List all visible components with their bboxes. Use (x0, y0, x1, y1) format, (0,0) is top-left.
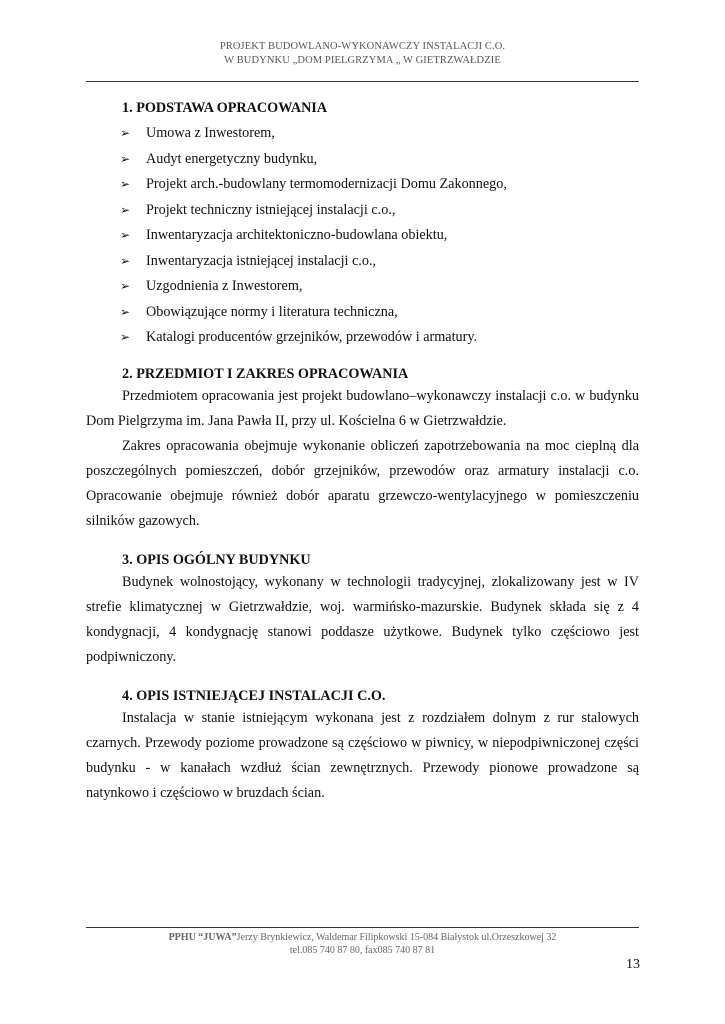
basis-list (86, 121, 639, 351)
list-item: ➢ Umowa z Inwestorem, (86, 121, 639, 147)
arrowhead-bullet-icon: ➢ (120, 177, 131, 191)
arrowhead-bullet-icon: ➢ (120, 126, 131, 140)
section-title: 4. OPIS ISTNIEJĄCEJ INSTALACJI C.O. (122, 687, 386, 704)
list-item: ➢ Inwentaryzacja architektoniczno-budowlana obiektu, (86, 223, 639, 249)
arrowhead-bullet-icon: ➢ (120, 304, 131, 319)
footer-names-address: Jerzy Brynkiewicz, Waldemar Filipkowski 15-084 Białystok ul.Orzeszkowej 32 (236, 932, 557, 943)
arrowhead-bullet-icon: ➢ (120, 279, 131, 293)
section-scope (86, 364, 639, 534)
paragraph: Zakres opracowania obejmuje wykonanie obliczeń zapotrzebowania na moc cieplną dla poszczególnych pomieszczeń, dobór grzejników, przewodów oraz armatury instalacji c.o. Opracowanie obejmuje również dobór aparatu grzewczo-wentylacyjnego w pomieszczeniu silników gazowych. (86, 437, 639, 529)
section-basis (86, 98, 639, 351)
list-item: ➢ Uzgodnienia z Inwestorem, (86, 274, 639, 300)
arrowhead-bullet-icon: ➢ (120, 228, 131, 242)
footer-company: PPHU “JUWA” (168, 932, 237, 943)
page-footer (0, 932, 725, 957)
header-line-1: PROJEKT BUDOWLANO-WYKONAWCZY INSTALACJI C.O. (219, 41, 506, 52)
section-title: 2. PRZEDMIOT I ZAKRES OPRACOWANIA (122, 365, 409, 382)
list-item: ➢ Projekt techniczny istniejącej instalacji c.o., (86, 198, 639, 224)
list-item: ➢ Projekt arch.-budowlany termomodernizacji Domu Zakonnego, (86, 172, 639, 198)
page-header (0, 40, 725, 68)
section-title: 1. PODSTAWA OPRACOWANIA (122, 100, 328, 116)
paragraph: Przedmiotem opracowania jest projekt budowlano–wykonawczy instalacji c.o. w budynku Dom Pielgrzyma im. Jana Pawła II, przy ul. Kościelna 6 w Gietrzwałdzie. (86, 387, 639, 429)
list-item: ➢ Audyt energetyczny budynku, (86, 147, 639, 173)
footer-line-1 (0, 932, 725, 945)
paragraph: Instalacja w stanie istniejącym wykonana jest z rozdziałem dolnym z rur stalowych czarnych. Przewody poziome prowadzone są częściowo w piwnicy, w niepodpiwniczonej części budynku - w kanałach wzdłuż ścian zewnętrznych. Przewody pionowe prowadzone są natynkowo i częściowo w bruzdach ścian. (86, 709, 639, 801)
page-number: 13 (626, 957, 640, 972)
list-item: ➢ Obowiązujące normy i literatura techniczna, (86, 300, 639, 326)
paragraph: Budynek wolnostojący, wykonany w technologii tradycyjnej, zlokalizowany jest w IV strefie klimatycznej w Gietrzwałdzie, woj. warmińsko-mazurskie. Budynek składa się z 4 kondygnacji, 4 kondygnację stanowi poddasze użytkowe. Budynek tylko częściowo jest podpiwniczony. (86, 573, 639, 665)
footer-contact: tel.085 740 87 80, fax085 740 87 81 (289, 944, 436, 956)
section-building-description (86, 550, 639, 670)
section-title: 3. OPIS OGÓLNY BUDYNKU (122, 551, 311, 568)
arrowhead-bullet-icon: ➢ (120, 151, 131, 166)
section-existing-installation (86, 686, 639, 806)
header-line-2: W BUDYNKU „DOM PIELGRZYMA „ W GIETRZWAŁDZIE (224, 55, 501, 66)
header-divider (86, 81, 639, 82)
arrowhead-bullet-icon: ➢ (120, 202, 131, 217)
footer-divider (86, 927, 639, 928)
list-item: ➢ Inwentaryzacja istniejącej instalacji c.o., (86, 249, 639, 275)
arrowhead-bullet-icon: ➢ (120, 253, 131, 268)
arrowhead-bullet-icon: ➢ (120, 330, 131, 344)
document-body (86, 98, 639, 806)
list-item: ➢ Katalogi producentów grzejników, przewodów i armatury. (86, 325, 639, 351)
